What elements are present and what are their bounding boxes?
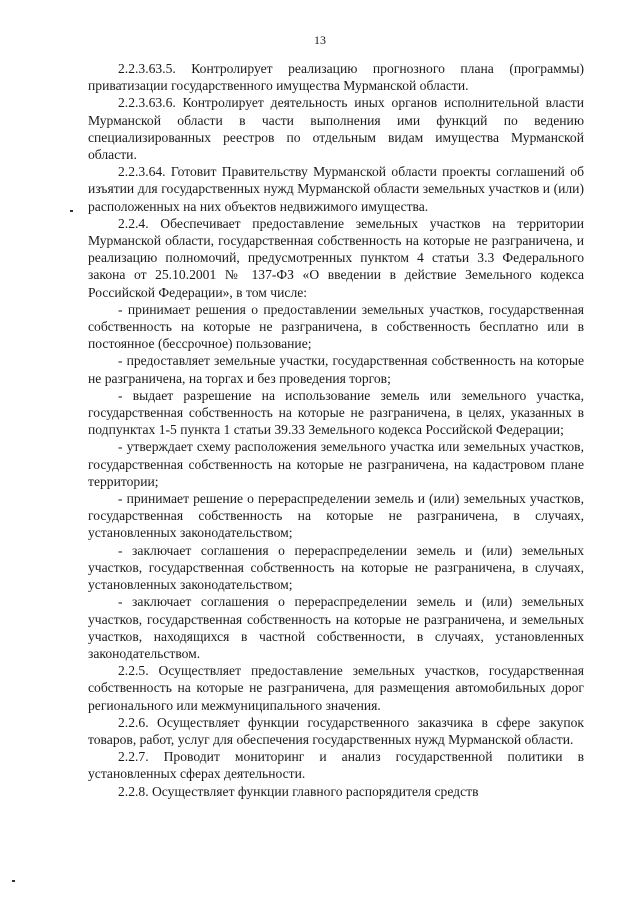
paragraph-2-2-4: 2.2.4. Обеспечивает предоставление земельных участков на территории Мурманской области, государственная собственность на которые не разграничена, и реализацию полномочий, предусмотренных пунктом 4 статьи 3.3 Федерального закона от 25.10.2001 № 137-ФЗ «О введении в действие Земельного кодекса Российской Федерации», в том числе:	[88, 215, 584, 300]
list-item: - заключает соглашения о перераспределении земель и (или) земельных участков, государственная собственность на которые не разграничена, в случаях, установленных законодательством;	[88, 542, 584, 593]
paragraph-2-2-7: 2.2.7. Проводит мониторинг и анализ государственной политики в установленных сферах деятельности.	[88, 749, 584, 782]
list-item: - заключает соглашения о перераспределении земель и (или) земельных участков, государственная собственность на которые не разграничена, и земельных участков, находящихся в частной собственности, в случаях, установленных законодательством.	[88, 594, 584, 661]
paragraph-2-2-3-63-5: 2.2.3.63.5. Контролирует реализацию прогнозного плана (программы) приватизации государственного имущества Мурманской области.	[88, 61, 584, 94]
list-item: - принимает решение о перераспределении земель и (или) земельных участков, государственная собственность на которые не разграничена, в случаях, установленных законодательством;	[88, 491, 584, 541]
paragraph-2-2-3-63-6: 2.2.3.63.6. Контролирует деятельность иных органов исполнительной власти Мурманской области в части выполнения ими функций по ведению специализированных реестров по отдельным видам имущества Мурманской области.	[88, 95, 584, 163]
paragraph-2-2-6: 2.2.6. Осуществляет функции государственного заказчика в сфере закупок товаров, работ, услуг для обеспечения государственных нужд Мурманской области.	[88, 714, 584, 747]
scan-speck	[12, 880, 15, 882]
list-item: - предоставляет земельные участки, государственная собственность на которые не разграничена, на торгах и без проведения торгов;	[88, 353, 584, 386]
document-body	[88, 60, 584, 800]
page-number: 13	[314, 33, 326, 47]
list-item: - принимает решения о предоставлении земельных участков, государственная собственность на которые не разграничена, в собственность бесплатно или в постоянное (бессрочное) пользование;	[88, 301, 584, 352]
list-item: - выдает разрешение на использование земель или земельного участка, государственная собственность на которые не разграничена, в целях, указанных в подпунктах 1-5 пункта 1 статьи 39.33 Земельного кодекса Российской Федерации;	[88, 387, 584, 438]
paragraph-2-2-3-64: 2.2.3.64. Готовит Правительству Мурманской области проекты соглашений об изъятии для государственных нужд Мурманской области земельных участков и (или) расположенных на них объектов недвижимого имущества.	[88, 164, 584, 214]
paragraph-2-2-8: 2.2.8. Осуществляет функции главного распорядителя средств	[118, 783, 479, 799]
list-item: - утверждает схему расположения земельного участка или земельных участков, государственная собственность на которые не разграничена, на кадастровом плане территории;	[88, 439, 584, 489]
paragraph-2-2-5: 2.2.5. Осуществляет предоставление земельных участков, государственная собственность на которые не разграничена, для размещения автомобильных дорог регионального или межмуниципального значения.	[88, 663, 584, 713]
scan-speck	[70, 210, 73, 212]
